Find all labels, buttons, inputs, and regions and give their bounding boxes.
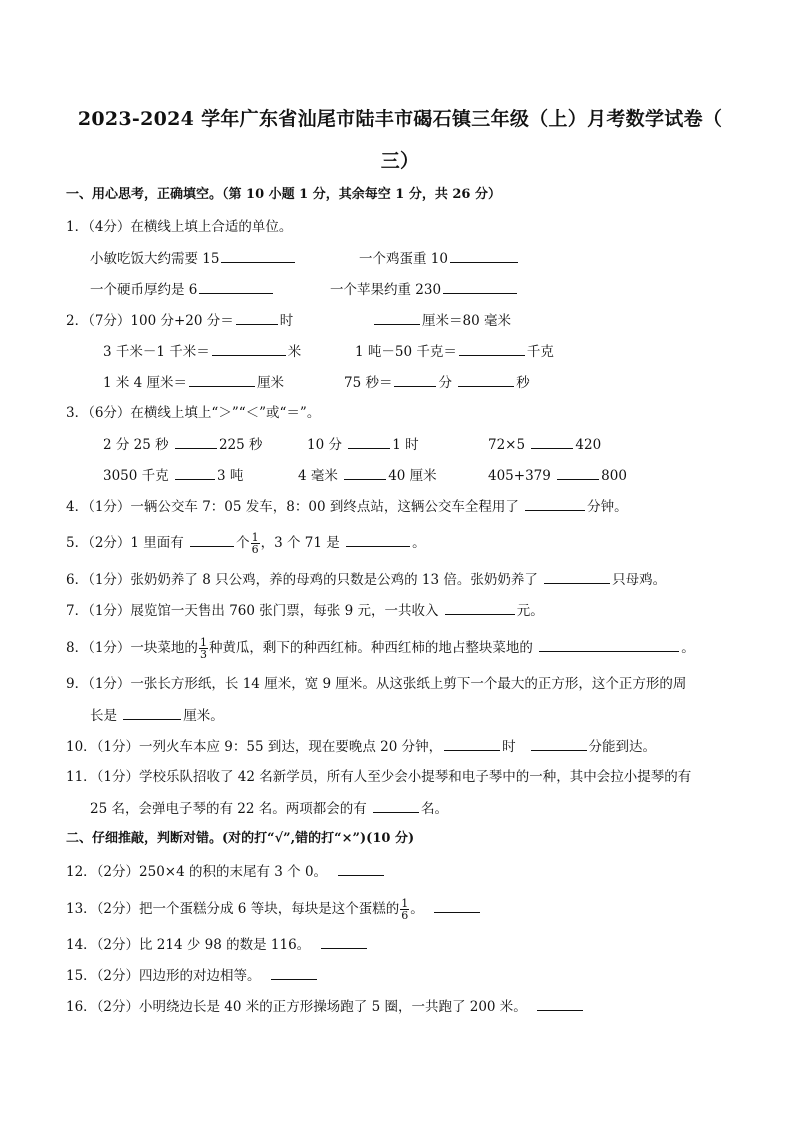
question-10-text: 10．（1分）一列火车本应 9：55 到达，现在要晚点 20 分钟， bbox=[66, 739, 443, 755]
fraction-one-third bbox=[199, 637, 208, 660]
question-3-item-c bbox=[488, 435, 601, 454]
question-1-item-b-text: 一个鸡蛋重 10 bbox=[359, 251, 448, 267]
question-3-item-d-right: 3 吨 bbox=[216, 468, 244, 484]
question-3-item-f-right: 800 bbox=[601, 468, 627, 484]
question-6-text: 6．（1分）张奶奶养了 8 只公鸡，养的母鸡的只数是公鸡的 13 倍。张奶奶养了 bbox=[66, 572, 538, 588]
question-3-stem: 3．（6分）在横线上填上“＞”“＜”或“＝”。 bbox=[66, 405, 321, 421]
answer-blank[interactable] bbox=[444, 737, 500, 751]
question-3-item-f-left: 405+379 bbox=[488, 468, 551, 484]
question-2-unit-e: 厘米 bbox=[257, 375, 285, 391]
section-heading-true-false: 二、仔细推敲，判断对错。(对的打“√”,错的打“×”)(10 分) bbox=[66, 831, 415, 846]
exam-title-line2: 三） bbox=[380, 150, 420, 172]
question-8-text-b: 种黄瓜，剩下的种西红柿。种西红柿的地占整块菜地的 bbox=[208, 640, 533, 656]
answer-blank[interactable] bbox=[346, 533, 410, 547]
question-7-text: 7．（1分）展览馆一天售出 760 张门票，每张 9 元，一共收入 bbox=[66, 603, 439, 619]
answer-blank[interactable] bbox=[338, 862, 384, 876]
question-11-unit: 名。 bbox=[421, 801, 449, 817]
fraction-one-sixth bbox=[400, 898, 409, 921]
answer-blank[interactable] bbox=[557, 466, 599, 480]
question-1-item-d bbox=[330, 280, 519, 299]
fraction-numerator: 1 bbox=[251, 531, 259, 544]
question-11-line1: 11．（1分）学校乐队招收了 42 名新学员，所有人至少会小提琴和电子琴中的一种，其中会拉小提琴的有 bbox=[66, 769, 692, 785]
answer-blank[interactable] bbox=[123, 706, 181, 720]
question-14-text: 14．（2分）比 214 少 98 的数是 116。 bbox=[66, 937, 311, 953]
question-8-text-a: 8．（1分）一块菜地的 bbox=[66, 640, 198, 656]
question-12 bbox=[66, 862, 386, 881]
question-5 bbox=[66, 532, 426, 555]
answer-blank[interactable] bbox=[443, 280, 517, 294]
question-3-item-b-left: 10 分 bbox=[307, 437, 342, 453]
answer-blank[interactable] bbox=[544, 570, 610, 584]
question-2-unit-d: 千克 bbox=[526, 344, 554, 360]
question-14 bbox=[66, 935, 369, 954]
question-1-item-c bbox=[90, 280, 275, 299]
answer-blank[interactable] bbox=[236, 311, 278, 325]
question-1-item-c-text: 一个硬币厚约是 6 bbox=[90, 282, 198, 298]
question-1-item-b bbox=[359, 249, 520, 268]
question-1-item-a-text: 小敏吃饭大约需要 15 bbox=[90, 251, 220, 267]
question-4-text: 4．（1分）一辆公交车 7：05 发车，8：00 到终点站，这辆公交车全程用了 bbox=[66, 499, 519, 515]
fraction-denominator: 3 bbox=[199, 648, 207, 661]
question-3-item-c-right: 420 bbox=[575, 437, 602, 453]
question-2-item-a bbox=[66, 311, 293, 330]
answer-blank[interactable] bbox=[459, 342, 525, 356]
fraction-one-sixth bbox=[251, 532, 260, 555]
question-7-unit: 元。 bbox=[516, 603, 544, 619]
fraction-numerator: 1 bbox=[199, 636, 207, 649]
answer-blank[interactable] bbox=[221, 249, 295, 263]
answer-blank[interactable] bbox=[321, 935, 367, 949]
question-2-unit-c: 米 bbox=[287, 344, 302, 360]
question-15 bbox=[66, 966, 319, 985]
question-3-item-b bbox=[307, 435, 419, 454]
question-1-item-d-text: 一个苹果约重 230 bbox=[330, 282, 442, 298]
question-3-item-e-left: 4 毫米 bbox=[298, 468, 338, 484]
question-3-item-e bbox=[298, 466, 437, 485]
question-7 bbox=[66, 601, 544, 620]
question-16-text: 16．（2分）小明绕边长是 40 米的正方形操场跑了 5 圈，一共跑了 200 米。 bbox=[66, 999, 527, 1015]
answer-blank[interactable] bbox=[199, 280, 273, 294]
question-2-item-e bbox=[103, 373, 284, 392]
question-2-item-e-text: 1 米 4 厘米＝ bbox=[103, 375, 188, 391]
question-3-item-d bbox=[103, 466, 243, 485]
question-4-unit: 分钟。 bbox=[587, 499, 628, 515]
question-9-text: 长是 bbox=[90, 708, 117, 724]
answer-blank[interactable] bbox=[525, 497, 585, 511]
answer-blank[interactable] bbox=[373, 799, 419, 813]
answer-blank[interactable] bbox=[458, 373, 514, 387]
section-heading-fill-blank: 一、用心思考，正确填空。（第 10 小题 1 分，其余每空 1 分，共 26 分） bbox=[66, 187, 501, 202]
question-3-item-b-right: 1 时 bbox=[392, 437, 419, 453]
answer-blank[interactable] bbox=[348, 435, 390, 449]
question-15-text: 15．（2分）四边形的对边相等。 bbox=[66, 968, 261, 984]
question-3-item-a-right: 225 秒 bbox=[218, 437, 263, 453]
answer-blank[interactable] bbox=[212, 342, 286, 356]
question-12-text: 12．（2分）250×4 的积的末尾有 3 个 0。 bbox=[66, 864, 328, 880]
question-2-item-f-text: 75 秒＝ bbox=[344, 375, 393, 391]
fraction-numerator: 1 bbox=[401, 897, 409, 910]
answer-blank[interactable] bbox=[344, 466, 386, 480]
question-13-text-b: 。 bbox=[410, 901, 424, 917]
answer-blank[interactable] bbox=[531, 737, 587, 751]
fraction-denominator: 6 bbox=[251, 543, 259, 556]
answer-blank[interactable] bbox=[374, 311, 420, 325]
question-2-unit-b: 厘米＝80 毫米 bbox=[422, 313, 511, 329]
question-10-unit2: 分能到达。 bbox=[588, 739, 657, 755]
question-5-text-d: 。 bbox=[412, 535, 426, 551]
answer-blank[interactable] bbox=[175, 466, 215, 480]
question-8-end: 。 bbox=[681, 640, 695, 656]
question-1-item-a bbox=[90, 249, 297, 268]
question-11-text: 25 名，会弹电子琴的有 22 名。两项都会的有 bbox=[90, 801, 367, 817]
question-4 bbox=[66, 497, 628, 516]
question-13 bbox=[66, 898, 482, 921]
question-2-unit-a: 时 bbox=[279, 313, 294, 329]
question-3-item-e-right: 40 厘米 bbox=[388, 468, 437, 484]
question-9-unit: 厘米。 bbox=[183, 708, 224, 724]
question-6 bbox=[66, 570, 666, 589]
question-9-line2 bbox=[90, 706, 224, 725]
question-2-item-c-text: 3 千米－1 千米＝ bbox=[103, 344, 210, 360]
answer-blank[interactable] bbox=[190, 533, 234, 547]
question-2-unit-f1: 分 bbox=[438, 375, 452, 391]
answer-blank[interactable] bbox=[450, 249, 518, 263]
question-1-stem: 1．（4分）在横线上填上合适的单位。 bbox=[66, 219, 293, 235]
question-8 bbox=[66, 637, 695, 660]
answer-blank[interactable] bbox=[271, 966, 317, 980]
answer-blank[interactable] bbox=[434, 899, 480, 913]
question-2-unit-f2: 秒 bbox=[516, 375, 530, 391]
answer-blank[interactable] bbox=[189, 373, 255, 387]
answer-blank[interactable] bbox=[394, 373, 436, 387]
question-10-unit1: 时 bbox=[502, 739, 516, 755]
answer-blank[interactable] bbox=[445, 601, 515, 615]
exam-title-line1: 2023-2024 学年广东省汕尾市陆丰市碣石镇三年级（上）月考数学试卷（ bbox=[77, 108, 723, 130]
question-13-text-a: 13．（2分）把一个蛋糕分成 6 等块，每块是这个蛋糕的 bbox=[66, 901, 400, 917]
question-2-item-d-text: 1 吨－50 千克＝ bbox=[355, 344, 457, 360]
question-3-item-c-left: 72×5 bbox=[488, 437, 526, 453]
question-2-item-d bbox=[355, 342, 554, 361]
question-5-text-c: ，3 个 71 是 bbox=[260, 535, 340, 551]
answer-blank[interactable] bbox=[539, 638, 679, 652]
question-3-item-a-left: 2 分 25 秒 bbox=[103, 437, 169, 453]
answer-blank[interactable] bbox=[531, 435, 573, 449]
question-2-item-b bbox=[372, 311, 511, 330]
answer-blank[interactable] bbox=[175, 435, 217, 449]
question-2-item-c bbox=[103, 342, 301, 361]
question-10 bbox=[66, 737, 656, 756]
question-2-stem: 2．（7分）100 分+20 分＝ bbox=[66, 313, 234, 329]
question-3-item-a bbox=[103, 435, 263, 454]
question-9-line1: 9．（1分）一张长方形纸，长 14 厘米，宽 9 厘米。从这张纸上剪下一个最大的正方形，这个正方形的周 bbox=[66, 676, 687, 692]
answer-blank[interactable] bbox=[537, 997, 583, 1011]
question-11-line2 bbox=[90, 799, 448, 818]
question-16 bbox=[66, 997, 585, 1016]
question-5-text-b: 个 bbox=[236, 535, 250, 551]
fraction-denominator: 6 bbox=[401, 909, 409, 922]
question-3-item-d-left: 3050 千克 bbox=[103, 468, 169, 484]
question-3-item-f bbox=[488, 466, 627, 485]
question-6-unit: 只母鸡。 bbox=[612, 572, 667, 588]
question-2-item-f bbox=[344, 373, 530, 392]
question-5-text-a: 5．（2分）1 里面有 bbox=[66, 535, 184, 551]
